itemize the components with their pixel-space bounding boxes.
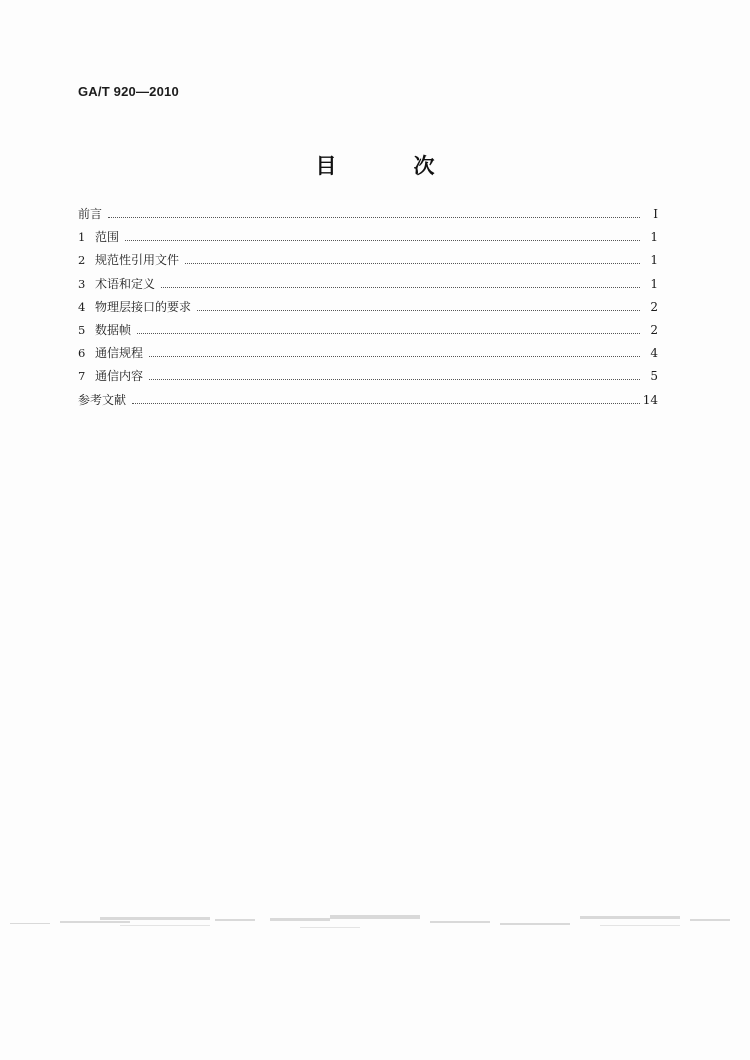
- toc-list: [78, 205, 658, 414]
- toc-entry-page: 1: [650, 253, 658, 268]
- toc-entry-bibliography[interactable]: [78, 391, 658, 414]
- toc-entry-page: 5: [650, 369, 658, 384]
- dot-leader: [137, 333, 640, 334]
- dot-leader: [149, 379, 640, 380]
- toc-entry-number: 4: [78, 299, 86, 314]
- toc-title: 目 次: [315, 154, 463, 178]
- dot-leader: [108, 217, 640, 218]
- toc-entry-terms-definitions[interactable]: [78, 275, 658, 298]
- toc-entry-label: 术语和定义: [95, 276, 156, 291]
- toc-entry-communication-procedure[interactable]: [78, 344, 658, 367]
- toc-entry-page: 1: [650, 230, 658, 245]
- toc-entry-physical-interface[interactable]: [78, 298, 658, 321]
- toc-entry-number: 5: [78, 322, 86, 337]
- toc-entry-number: 1: [78, 230, 86, 245]
- dot-leader: [161, 287, 640, 288]
- toc-entry-normative-references[interactable]: [78, 251, 658, 274]
- toc-entry-page: 2: [650, 299, 658, 314]
- toc-entry-label: 通信规程: [95, 346, 144, 361]
- dot-leader: [125, 240, 640, 241]
- toc-entry-label: 通信内容: [95, 369, 144, 384]
- toc-entry-page: Ⅰ: [653, 207, 658, 221]
- dot-leader: [149, 356, 640, 357]
- toc-entry-data-frame[interactable]: [78, 321, 658, 344]
- toc-entry-label: 物理层接口的要求: [95, 299, 192, 314]
- toc-entry-label: 数据帧: [95, 322, 132, 337]
- toc-entry-label: 前言: [78, 207, 103, 221]
- toc-entry-number: 2: [78, 253, 86, 268]
- dot-leader: [197, 310, 640, 311]
- toc-entry-page: 14: [642, 392, 658, 407]
- toc-entry-page: 2: [650, 322, 658, 337]
- toc-entry-label: 参考文献: [78, 392, 127, 407]
- dot-leader: [132, 403, 640, 404]
- standard-code: GA/T 920—2010: [78, 84, 179, 99]
- toc-entry-label: 范围: [95, 230, 120, 245]
- toc-entry-number: 7: [78, 369, 86, 384]
- toc-entry-number: 6: [78, 346, 86, 361]
- scan-artifact-noise: [0, 905, 750, 945]
- toc-entry-foreword[interactable]: [78, 205, 658, 228]
- toc-entry-scope[interactable]: [78, 228, 658, 251]
- toc-entry-page: 4: [650, 346, 658, 361]
- dot-leader: [185, 263, 640, 264]
- toc-entry-communication-content[interactable]: [78, 367, 658, 390]
- toc-entry-label: 规范性引用文件: [95, 253, 180, 268]
- toc-entry-number: 3: [78, 276, 86, 291]
- toc-entry-page: 1: [650, 276, 658, 291]
